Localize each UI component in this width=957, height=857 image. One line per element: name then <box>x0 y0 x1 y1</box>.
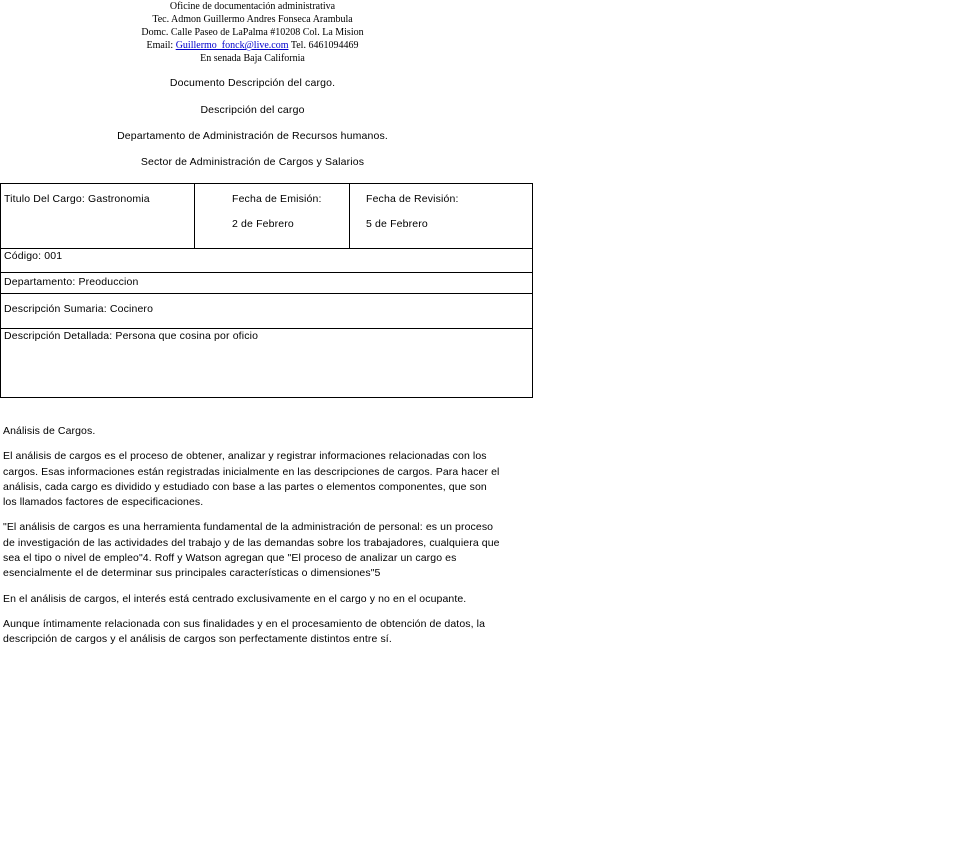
email-label: Email: <box>146 40 176 51</box>
emission-date: 2 de Febrero <box>232 218 294 230</box>
job-detailed-description: Descripción Detallada: Persona que cosina por oficio <box>4 330 259 342</box>
letterhead-contact <box>0 39 505 52</box>
job-department: Departamento: Preoduccion <box>4 276 139 288</box>
job-title: Titulo Del Cargo: Gastronomia <box>4 193 150 205</box>
description-title: Descripción del cargo <box>200 104 305 116</box>
form-row-department <box>1 273 533 294</box>
form-row-code <box>1 249 533 273</box>
job-form-table <box>0 183 533 398</box>
analysis-paragraph: En el análisis de cargos, el interés está centrado exclusivamente en el cargo y no en el ocupante. <box>3 592 467 605</box>
form-row-summary <box>1 294 533 329</box>
revision-label: Fecha de Revisión: <box>366 193 459 205</box>
letterhead-address: Domc. Calle Paseo de LaPalma #10208 Col. La Mision <box>141 27 364 38</box>
analysis-paragraph: El análisis de cargos es el proceso de obtener, analizar y registrar informaciones relacionadas con los cargos. Esas informaciones están registradas inicialmente en las descripciones de cargos. Para hacer el análisis, cada cargo es dividido y estudiado con base a las partes o elementos componentes, que son los llamados factores de especificaciones. <box>3 450 500 509</box>
form-row-detailed <box>1 329 533 398</box>
sector-title: Sector de Administración de Cargos y Salarios <box>140 156 365 168</box>
form-row-header <box>1 184 533 249</box>
job-code: Código: 001 <box>4 250 63 262</box>
revision-cell <box>350 184 533 249</box>
document-title: Documento Descripción del cargo. <box>169 77 336 89</box>
letterhead <box>0 0 505 65</box>
analysis-paragraph: "El análisis de cargos es una herramienta fundamental de la administración de personal: es un proceso de investigación de las actividades del trabajo y de las demandas sobre los trabajadores, cualquiera que sea el tipo o nivel de empleo"4. Roff y Watson agregan que "El proceso de analizar un cargo es esencialmente el de determinar sus principales características o dimensiones"5 <box>3 521 500 580</box>
letterhead-city: En senada Baja California <box>200 53 305 64</box>
email-link[interactable]: Guillermo_fonck@live.com <box>175 40 289 51</box>
analysis-paragraph: Aunque íntimamente relacionada con sus finalidades y en el procesamiento de obtención de datos, la descripción de cargos y el análisis de cargos son perfectamente distintos entre sí. <box>3 617 486 646</box>
department-cell <box>1 273 533 294</box>
emission-label: Fecha de Emisión: <box>232 193 322 205</box>
letterhead-office: Oficine de documentación administrativa <box>169 1 336 12</box>
title-cell <box>1 184 195 249</box>
analysis-heading: Análisis de Cargos. <box>3 425 96 437</box>
analysis-section <box>3 424 503 658</box>
department-title: Departamento de Administración de Recursos humanos. <box>117 130 388 142</box>
code-cell <box>1 249 533 273</box>
job-summary: Descripción Sumaria: Cocinero <box>4 303 154 315</box>
emission-cell <box>195 184 350 249</box>
letterhead-name: Tec. Admon Guillermo Andres Fonseca Arambula <box>152 14 353 25</box>
summary-cell <box>1 294 533 329</box>
detailed-cell <box>1 329 533 398</box>
revision-date: 5 de Febrero <box>366 218 428 230</box>
phone-text: Tel. 6461094469 <box>288 40 359 51</box>
